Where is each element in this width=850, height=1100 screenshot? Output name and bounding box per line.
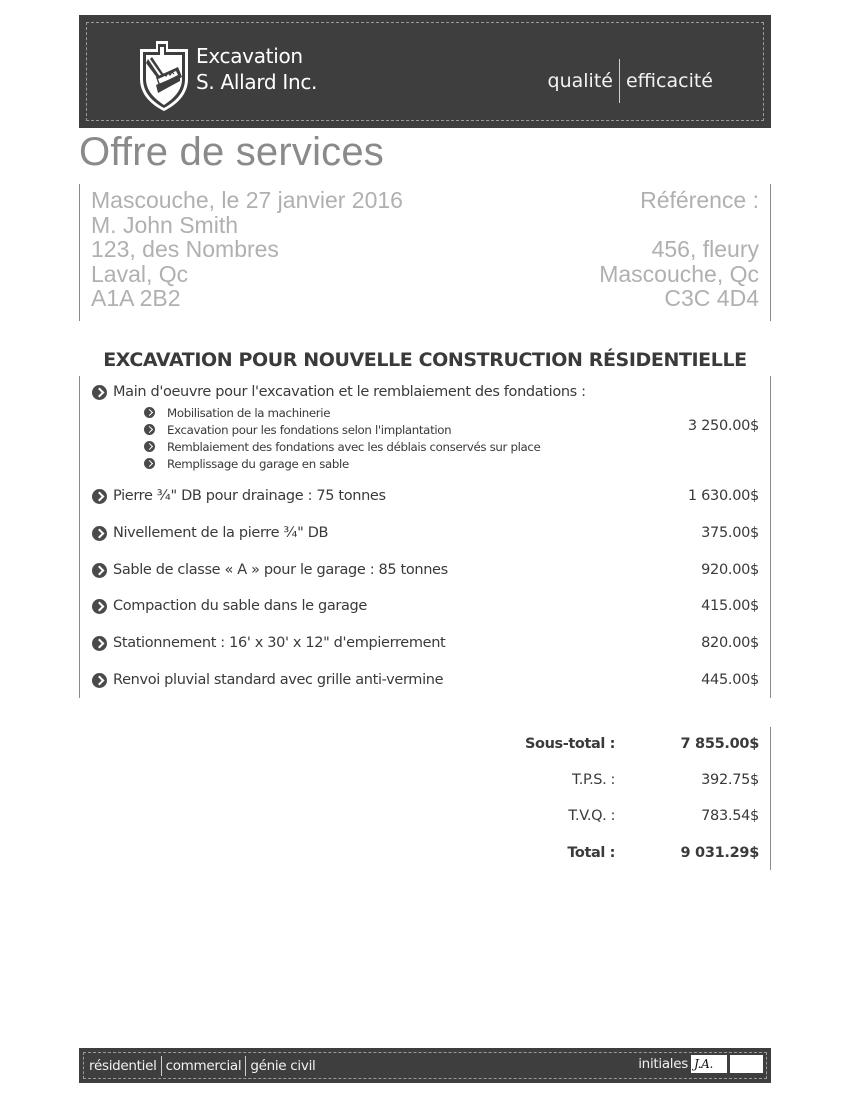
item-label: Stationnement : 16' x 30' x 12" d'empierrement [113, 635, 446, 651]
address-block [79, 184, 771, 321]
arrow-circle-right-icon [92, 489, 107, 504]
total-label: Total : [567, 845, 615, 861]
item-label: Renvoi pluvial standard avec grille anti-vermine [113, 672, 444, 688]
section-title: EXCAVATION POUR NOUVELLE CONSTRUCTION RÉSIDENTIELLE [103, 349, 747, 371]
tps-value: 392.75$ [701, 772, 759, 788]
item-price: 820.00$ [701, 635, 759, 651]
item-label: Compaction du sable dans le garage [113, 598, 367, 614]
total-row [520, 845, 759, 865]
client-address [91, 188, 403, 311]
sub-item [144, 404, 540, 421]
slogan [548, 59, 713, 103]
arrow-circle-right-icon [92, 563, 107, 578]
item-price: 1 630.00$ [687, 488, 759, 504]
sub-item-label: Mobilisation de la machinerie [167, 405, 331, 420]
arrow-circle-right-icon [144, 407, 155, 418]
tvq-row [520, 808, 759, 828]
arrow-circle-right-icon [92, 636, 107, 651]
sub-items-list [144, 404, 540, 472]
item-price: 445.00$ [701, 672, 759, 688]
service-commercial: commercial [165, 1058, 242, 1074]
reference-street: 456, fleury [651, 236, 759, 262]
total-value: 9 031.29$ [680, 845, 759, 861]
totals-block [520, 727, 771, 870]
list-item [92, 562, 759, 578]
service-divider [245, 1056, 246, 1076]
arrow-circle-right-icon [92, 673, 107, 688]
initials-label: initiales [638, 1056, 688, 1072]
tvq-value: 783.54$ [701, 808, 759, 824]
reference-postal-code: C3C 4D4 [664, 285, 759, 311]
arrow-circle-right-icon [92, 599, 107, 614]
footer-banner [79, 1048, 771, 1083]
sub-item-label: Remplissage du garage en sable [167, 456, 349, 471]
list-item [92, 672, 759, 688]
list-item [92, 488, 759, 504]
shield-excavator-icon [134, 39, 194, 113]
tps-row [520, 772, 759, 792]
item-price: 375.00$ [701, 525, 759, 541]
company-name-line1: Excavation [196, 44, 303, 68]
item-label: Nivellement de la pierre ¾" DB [113, 525, 329, 541]
company-name [196, 43, 317, 95]
services-list [89, 1056, 315, 1076]
sub-item-label: Remblaiement des fondations avec les déblais conservés sur place [167, 439, 541, 454]
item-price: 3 250.00$ [687, 418, 759, 434]
list-item [92, 598, 759, 614]
subtotal-label: Sous-total : [524, 736, 615, 752]
tps-label: T.P.S. : [572, 772, 615, 788]
reference-city: Mascouche, Qc [599, 260, 759, 287]
arrow-circle-right-icon [92, 385, 107, 400]
header-banner [79, 15, 771, 128]
item-label: Pierre ¾" DB pour drainage : 75 tonnes [113, 488, 386, 504]
client-postal-code: A1A 2B2 [91, 285, 181, 311]
list-item [92, 635, 759, 651]
initials-area [638, 1055, 763, 1073]
sub-item [144, 455, 540, 472]
sub-item [144, 438, 540, 455]
arrow-circle-right-icon [144, 424, 155, 435]
arrow-circle-right-icon [92, 526, 107, 541]
item-price: 920.00$ [701, 562, 759, 578]
items-list [79, 376, 771, 698]
service-divider [161, 1056, 162, 1076]
arrow-circle-right-icon [144, 458, 155, 469]
slogan-efficiency: efficacité [625, 70, 713, 92]
subtotal-row [520, 736, 759, 756]
subtotal-value: 7 855.00$ [680, 736, 759, 752]
initials-field-filled[interactable]: J.A. [691, 1055, 727, 1073]
item-price: 415.00$ [701, 598, 759, 614]
slogan-quality: qualité [547, 70, 613, 92]
sub-item-label: Excavation pour les fondations selon l'implantation [167, 422, 452, 437]
page-title: Offre de services [79, 130, 385, 174]
item-label: Sable de classe « A » pour le garage : 85 tonnes [113, 562, 448, 578]
client-name: M. John Smith [91, 211, 238, 238]
reference-address [599, 188, 759, 311]
tvq-label: T.V.Q. : [568, 808, 615, 824]
date-line: Mascouche, le 27 janvier 2016 [91, 187, 403, 213]
company-name-line2: S. Allard Inc. [196, 70, 318, 94]
sub-item [144, 421, 540, 438]
service-residential: résidentiel [89, 1058, 157, 1074]
slogan-divider [619, 59, 620, 103]
item-label: Main d'oeuvre pour l'excavation et le remblaiement des fondations : [113, 384, 586, 400]
list-item [92, 525, 759, 541]
initials-field-empty[interactable] [730, 1055, 763, 1073]
arrow-circle-right-icon [144, 441, 155, 452]
list-item-main [92, 384, 759, 400]
service-civil-engineering: génie civil [250, 1058, 316, 1074]
reference-spacer [599, 213, 759, 238]
client-city: Laval, Qc [91, 260, 189, 287]
reference-label: Référence : [640, 187, 759, 213]
client-street: 123, des Nombres [91, 236, 279, 262]
